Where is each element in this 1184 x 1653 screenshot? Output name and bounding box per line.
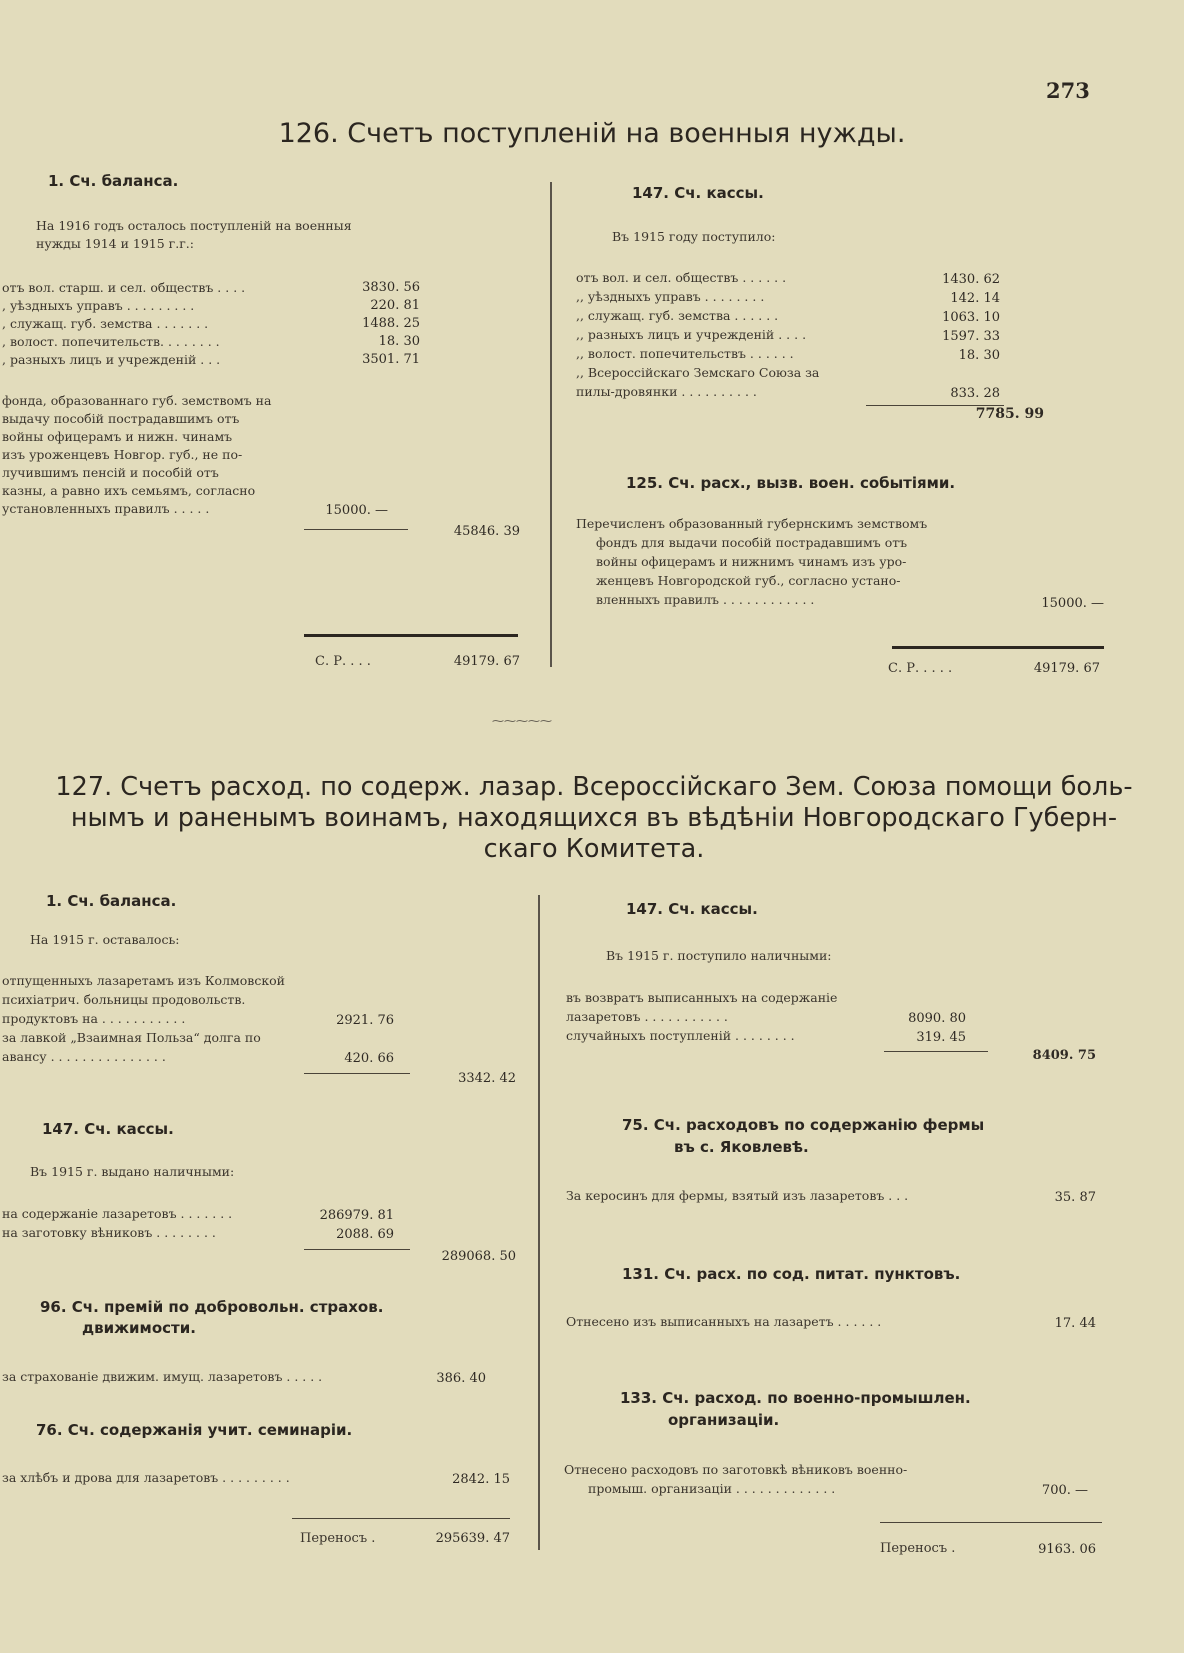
rule	[292, 1518, 510, 1519]
s127-left-item2-text: на заготовку вѣниковъ . . . . . . . .	[2, 1225, 216, 1240]
s126-right-item-text: отъ вол. и сел. обществъ . . . . . .	[576, 270, 787, 285]
s127-right-heading2-line: 75. Сч. расходовъ по содержанію фермы	[622, 1116, 985, 1134]
s126-left-fund-line: установленныхъ правилъ . . . . .	[2, 501, 210, 516]
rule	[304, 529, 408, 530]
s126-right-text2-line: женцевъ Новгородской губ., согласно устано-	[596, 573, 901, 588]
s126-right-text2-line: Перечисленъ образованный губернскимъ земствомъ	[576, 516, 928, 531]
section-126-title: 126. Счетъ поступленій на военныя нужды.	[278, 118, 906, 149]
s127-left-line: психіатрич. больницы продовольств.	[2, 992, 246, 1007]
section-127-title-line: скаго Комитета.	[483, 834, 705, 864]
s126-left-item-amount: 1488. 25	[362, 316, 420, 331]
s127-left-heading3-line: движимости.	[82, 1319, 196, 1337]
rule	[304, 1249, 410, 1250]
s127-left-item2-amount: 286979. 81	[319, 1208, 394, 1223]
s127-left-intro2: Въ 1915 г. выдано наличными:	[30, 1164, 235, 1179]
s126-right-total: 49179. 67	[1033, 661, 1100, 676]
s126-left-item-text: , уѣздныхъ управъ . . . . . . . . .	[2, 298, 195, 313]
s126-right-heading: 147. Сч. кассы.	[632, 184, 764, 202]
s126-left-subtotal: 45846. 39	[453, 524, 520, 539]
section-127-title	[14, 772, 1174, 865]
s126-right-text2-line: вленныхъ правилъ . . . . . . . . . . . .	[596, 592, 815, 607]
s126-right-text2-line: фондъ для выдачи пособій пострадавшимъ отъ	[596, 535, 908, 550]
s126-right-item-amount: 1430. 62	[942, 272, 1000, 287]
s127-right-line2: случайныхъ поступленій . . . . . . . .	[566, 1028, 795, 1043]
s126-right-item-amount: 18. 30	[958, 348, 1000, 363]
s126-right-text2-line: войны офицерамъ и нижнимъ чинамъ изъ уро-	[596, 554, 907, 569]
s126-left-item-amount: 18. 30	[378, 334, 420, 349]
s126-left-fund-line: войны офицерамъ и нижн. чинамъ	[2, 429, 233, 444]
s127-left-subtotal: 3342. 42	[458, 1071, 516, 1086]
rule	[880, 1522, 1102, 1523]
s127-right-heading3: 131. Сч. расх. по сод. питат. пунктовъ.	[622, 1265, 961, 1283]
s126-left-fund-amount: 15000. —	[325, 503, 388, 518]
s127-left-heading3-line: 96. Сч. премій по добровольн. страхов.	[40, 1298, 384, 1316]
s126-left-item-amount: 220. 81	[370, 298, 420, 313]
s127-right-line: въ возвратъ выписанныхъ на содержаніе	[566, 990, 838, 1005]
s127-right-heading4-line: организаціи.	[668, 1411, 780, 1429]
column-divider	[550, 182, 552, 667]
s126-right-intro: Въ 1915 году поступило:	[612, 229, 776, 244]
s127-left-heading2: 147. Сч. кассы.	[42, 1120, 174, 1138]
s126-left-total: 49179. 67	[453, 654, 520, 669]
s127-left-item4-amount: 2842. 15	[452, 1472, 510, 1487]
s127-left-item2-amount: 2088. 69	[336, 1227, 394, 1242]
s127-right-amount4: 700. —	[1041, 1483, 1088, 1498]
s127-right-carry-label: Переносъ .	[880, 1541, 956, 1556]
s126-right-amount2: 15000. —	[1041, 596, 1104, 611]
s127-left-amount2: 420. 66	[344, 1051, 394, 1066]
s127-right-item2-amount: 35. 87	[1054, 1190, 1096, 1205]
s127-left-line: отпущенныхъ лазаретамъ изъ Колмовской	[2, 973, 285, 988]
s127-right-heading2-line: въ с. Яковлевѣ.	[674, 1138, 809, 1156]
s127-right-carry: 9163. 06	[1038, 1542, 1096, 1557]
page-number: 273	[1046, 78, 1090, 103]
s126-right-item-amount: 1063. 10	[942, 310, 1000, 325]
s127-left-item3-amount: 386. 40	[436, 1371, 486, 1386]
s126-left-heading: 1. Сч. баланса.	[48, 172, 179, 190]
s127-right-line: лазаретовъ . . . . . . . . . . .	[566, 1009, 728, 1024]
s126-right-item-text: ,, служащ. губ. земства . . . . . .	[576, 308, 779, 323]
s127-left-subtotal2: 289068. 50	[441, 1249, 516, 1264]
s127-right-item2-text: За керосинъ для фермы, взятый изъ лазаретовъ . . .	[566, 1188, 909, 1203]
s126-right-item-amount: 142. 14	[950, 291, 1000, 306]
s126-left-fund-line: фонда, образованнаго губ. земствомъ на	[2, 393, 272, 408]
rule	[884, 1051, 988, 1052]
s126-right-item-amount: 1597. 33	[942, 329, 1000, 344]
s126-left-item-amount: 3501. 71	[362, 352, 420, 367]
s127-left-heading: 1. Сч. баланса.	[46, 892, 177, 910]
s126-right-zem-line: пилы-дровянки . . . . . . . . . .	[576, 384, 757, 399]
s126-right-heading2: 125. Сч. расх., вызв. воен. событіями.	[626, 474, 956, 492]
s127-left-carry: 295639. 47	[435, 1531, 510, 1546]
s127-left-heading4: 76. Сч. содержанія учит. семинаріи.	[36, 1421, 353, 1439]
ornament-divider: ⁓⁓⁓⁓⁓	[492, 714, 552, 728]
section-127-title-line: нымъ и раненымъ воинамъ, находящихся въ вѣдѣніи Новгородскаго Губерн-	[70, 803, 1118, 833]
s127-left-item2-text: на содержаніе лазаретовъ . . . . . . .	[2, 1206, 233, 1221]
s127-left-line2: за лавкой „Взаимная Польза“ долга по	[2, 1030, 261, 1045]
s127-left-carry-label: Переносъ .	[300, 1531, 376, 1546]
total-rule	[892, 646, 1104, 649]
s126-left-item-text: отъ вол. старш. и сел. обществъ . . . .	[2, 280, 246, 295]
s126-left-item-amount: 3830. 56	[362, 280, 420, 295]
s127-right-item4-line: Отнесено расходовъ по заготовкѣ вѣниковъ военно-	[564, 1462, 908, 1477]
s127-right-item4-line: промыш. организаціи . . . . . . . . . . . . .	[588, 1481, 836, 1496]
s127-right-item3-amount: 17. 44	[1054, 1316, 1096, 1331]
s127-left-intro: На 1915 г. оставалось:	[30, 932, 180, 947]
s127-right-amount2: 319. 45	[916, 1030, 966, 1045]
s126-right-item-text: ,, разныхъ лицъ и учрежденій . . . .	[576, 327, 807, 342]
s127-right-amount1: 8090. 80	[908, 1011, 966, 1026]
s127-left-line: продуктовъ на . . . . . . . . . . .	[2, 1011, 186, 1026]
s127-left-line2: авансу . . . . . . . . . . . . . . .	[2, 1049, 166, 1064]
s127-left-item3-text: за страхованіе движим. имущ. лазаретовъ . . . . .	[2, 1369, 323, 1384]
total-rule	[304, 634, 518, 637]
s126-left-fund-line: казны, а равно ихъ семьямъ, согласно	[2, 483, 256, 498]
s127-right-item3-text: Отнесено изъ выписанныхъ на лазаретъ . . . . . .	[566, 1314, 882, 1329]
s126-left-item-text: , волост. попечительств. . . . . . . .	[2, 334, 220, 349]
rule	[304, 1073, 410, 1074]
s127-right-intro: Въ 1915 г. поступило наличными:	[606, 948, 832, 963]
s126-left-fund-line: изъ уроженцевъ Новгор. губ., не по-	[2, 447, 243, 462]
s127-left-amount1: 2921. 76	[336, 1013, 394, 1028]
column-divider	[538, 895, 540, 1550]
s127-right-heading: 147. Сч. кассы.	[626, 900, 758, 918]
s126-right-zem-line: ,, Всероссійскаго Земскаго Союза за	[576, 365, 820, 380]
s126-right-total-label: С. Р. . . . .	[888, 661, 953, 676]
section-127-title-line: 127. Счетъ расход. по содерж. лазар. Всероссійскаго Зем. Союза помощи боль-	[55, 772, 1133, 802]
s126-left-fund-line: выдачу пособій пострадавшимъ отъ	[2, 411, 240, 426]
s126-right-zem-amount: 833. 28	[950, 386, 1000, 401]
s126-left-total-label: С. Р. . . .	[315, 654, 371, 669]
s126-right-item-text: ,, уѣздныхъ управъ . . . . . . . .	[576, 289, 765, 304]
s126-left-intro-2: нужды 1914 и 1915 г.г.:	[36, 236, 194, 251]
s126-left-intro-1: На 1916 годъ осталось поступленій на военныя	[36, 218, 352, 233]
s126-right-item-text: ,, волост. попечительствъ . . . . . .	[576, 346, 794, 361]
s127-right-heading4-line: 133. Сч. расход. по военно-промышлен.	[620, 1389, 971, 1407]
s126-right-subtotal: 7785. 99	[975, 406, 1044, 422]
s127-left-item4-text: за хлѣбъ и дрова для лазаретовъ . . . . . . . . .	[2, 1470, 290, 1485]
s126-left-item-text: , служащ. губ. земства . . . . . . .	[2, 316, 209, 331]
s126-left-item-text: , разныхъ лицъ и учрежденій . . .	[2, 352, 221, 367]
s127-right-subtotal: 8409. 75	[1032, 1048, 1096, 1063]
s126-left-fund-line: лучившимъ пенсій и пособій отъ	[2, 465, 219, 480]
